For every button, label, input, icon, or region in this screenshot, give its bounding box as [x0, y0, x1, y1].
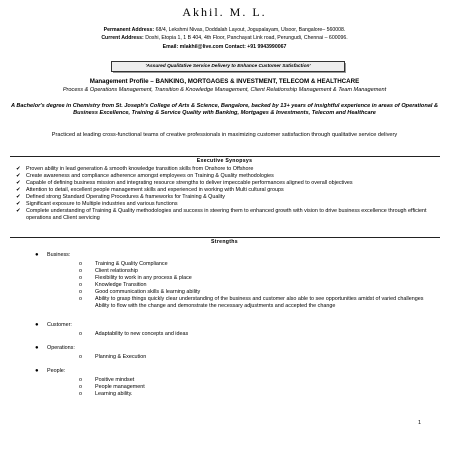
current-address-label: Current Address: — [101, 35, 144, 41]
bullet-icon: ● — [35, 321, 39, 328]
list-item: o Good communication skills & learning ability — [79, 289, 201, 295]
resume-page — [8, 3, 445, 450]
bullet-icon: ● — [35, 251, 39, 258]
list-item: ✔ Create awareness and compliance adherence amongst employees on Training & Quality methodologies — [16, 173, 274, 179]
circle-bullet-icon: o — [79, 296, 82, 302]
list-item: o Planning & Execution — [79, 354, 147, 360]
check-icon: ✔ — [16, 201, 21, 207]
list-item: o Flexibility to work in any process & place — [79, 275, 192, 281]
check-icon: ✔ — [16, 187, 21, 193]
circle-bullet-icon: o — [79, 275, 82, 281]
list-item: o People management — [79, 384, 145, 390]
synopsis-heading: Executive Synopsys — [196, 158, 253, 164]
strength-group-label: Business: — [47, 252, 71, 258]
section-divider — [10, 237, 440, 238]
circle-bullet-icon: o — [79, 384, 82, 390]
list-item: ✔ Capable of defining business mission and integrating resource strengths to deliver impeccable performances aligned to overall objectives — [16, 180, 353, 186]
check-icon: ✔ — [16, 166, 21, 172]
check-icon: ✔ — [16, 194, 21, 200]
bullet-icon: ● — [35, 367, 39, 374]
current-address-value: Doshi, Etopia 1, 1 B 404, 4th Floor, Panchayat Link road, Perungudi, Chennai – 600096. — [145, 35, 348, 41]
list-item: o Training & Quality Compliance — [79, 261, 168, 267]
strength-group-customer — [35, 322, 435, 338]
strength-group-label: Customer: — [47, 322, 72, 328]
practice-summary: Practiced at leading cross-functional teams of creative professionals in maximizing customer satisfaction through qualitative service delivery — [51, 132, 398, 138]
circle-bullet-icon: o — [79, 391, 82, 397]
list-item: o Learning ability. — [79, 391, 133, 397]
candidate-name: Akhil. M. L. — [182, 5, 267, 19]
circle-bullet-icon: o — [79, 268, 82, 274]
permanent-address-value: 68/4, Lekshmi Nivas, Doddalah Layout, Jogupalayam, Ulsoor, Bangalore– 560008. — [155, 27, 346, 33]
strength-group-label: Operations: — [47, 345, 75, 351]
circle-bullet-icon: o — [79, 282, 82, 288]
list-item: o Knowledge Transition — [79, 282, 147, 288]
list-item: o Client relationship — [79, 268, 138, 274]
strength-group-operations — [35, 345, 435, 361]
profile-subtitle: Process & Operations Management, Transition & Knowledge Management, Client Relationship Management & Team Management — [62, 87, 387, 93]
tagline-banner: 'Assured Qualitative Service Delivery to Enhance Customer Satisfaction' — [111, 61, 345, 72]
list-item: o Positive mindset — [79, 377, 135, 383]
strength-group-business — [35, 252, 435, 310]
education-summary: A Bachelor's degree in Chemistry from St. Joseph's College of Arts & Science, Bangalore, backed by 13+ years of insightful experience in areas of Operational & Business Excellence, Training & Service Quality with Banking, Mortgages & Investments, Telecom and Healthcare — [10, 103, 439, 116]
list-item: ✔ Proven ability in lead generation & smooth knowledge transition skills from Onshore to Offshore — [16, 166, 254, 172]
list-item: ✔ Defined strong Standard Operating Procedures & frameworks for Training & Quality — [16, 194, 225, 200]
strength-group-label: People: — [47, 368, 66, 374]
list-item: o Adaptability to new concepts and ideas — [79, 331, 189, 337]
current-address — [8, 35, 441, 41]
circle-bullet-icon: o — [79, 289, 82, 295]
permanent-address-label: Permanent Address: — [103, 27, 155, 33]
list-item: ✔ Complete understanding of Training & Quality methodologies and success in steering them to enhanced growth with vision to drive business excellence through efficient operations and Client servicing — [16, 208, 427, 221]
check-icon: ✔ — [16, 208, 21, 214]
list-item: ✔ Attention to detail, excellent people management skills and experienced in working with Multi cultural groups — [16, 187, 284, 193]
circle-bullet-icon: o — [79, 261, 82, 267]
list-item: o Ability to grasp things quickly clear understanding of the business and customer also able to see opportunities amidst of varied challenges Ability to flow with the change and demonstrate the necessary adjustments and accepted the change — [79, 296, 424, 309]
circle-bullet-icon: o — [79, 354, 82, 360]
strengths-heading: Strengths — [211, 239, 238, 245]
profile-title: Management Profile – BANKING, MORTGAGES & INVESTMENT, TELECOM & HEALTHCARE — [89, 78, 360, 85]
bullet-icon: ● — [35, 344, 39, 351]
circle-bullet-icon: o — [79, 377, 82, 383]
circle-bullet-icon: o — [79, 331, 82, 337]
contact-line: Email: mlakhil@live.com Contact: +91 9943990067 — [162, 44, 287, 50]
permanent-address — [8, 27, 441, 33]
page-number: 1 — [418, 420, 422, 426]
check-icon: ✔ — [16, 180, 21, 186]
synopsis-list — [16, 166, 436, 222]
check-icon: ✔ — [16, 173, 21, 179]
list-item: ✔ Significant exposure to Multiple industries and various functions — [16, 201, 178, 207]
strength-group-people — [35, 368, 435, 398]
section-divider — [10, 156, 440, 157]
